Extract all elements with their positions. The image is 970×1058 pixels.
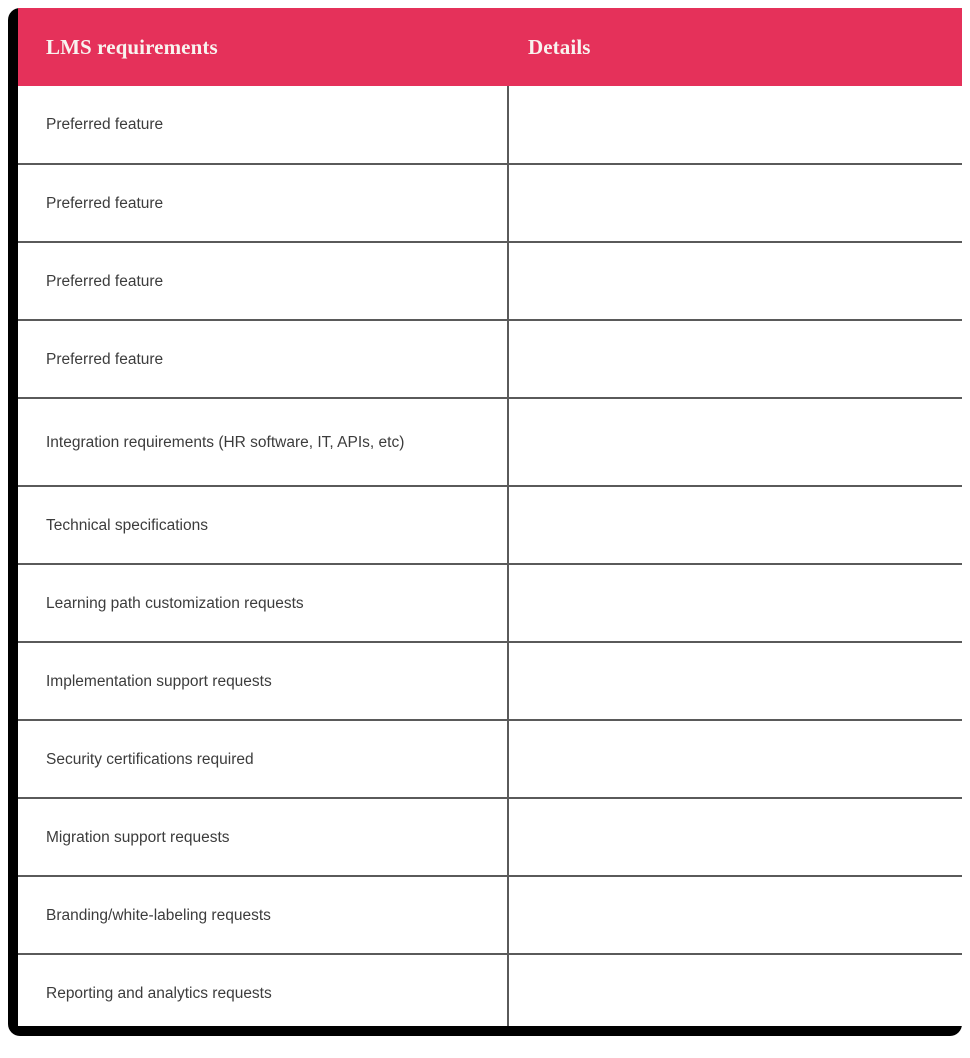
- details-value: [529, 915, 942, 916]
- column-header-lms-requirements: LMS requirements: [18, 8, 508, 86]
- requirement-cell: Security certifications required: [18, 720, 508, 798]
- details-value: [529, 681, 942, 682]
- requirement-cell: Technical specifications: [18, 486, 508, 564]
- requirement-cell: Branding/white-labeling requests: [18, 876, 508, 954]
- table-row: [18, 798, 962, 876]
- details-cell[interactable]: [508, 954, 962, 1026]
- details-cell[interactable]: [508, 242, 962, 320]
- details-value: [529, 359, 942, 360]
- table-row: [18, 642, 962, 720]
- details-cell[interactable]: [508, 798, 962, 876]
- table-body: [18, 86, 962, 1026]
- details-value: [529, 124, 942, 125]
- details-value: [529, 993, 942, 994]
- details-cell[interactable]: [508, 320, 962, 398]
- table-container: [18, 8, 962, 1026]
- table-row: [18, 164, 962, 242]
- requirement-cell: Migration support requests: [18, 798, 508, 876]
- requirement-cell: Preferred feature: [18, 320, 508, 398]
- table-row: [18, 564, 962, 642]
- details-value: [529, 442, 942, 443]
- requirement-cell: Integration requirements (HR software, IT, APIs, etc): [18, 398, 508, 486]
- table-row: [18, 876, 962, 954]
- requirement-cell: Implementation support requests: [18, 642, 508, 720]
- details-value: [529, 759, 942, 760]
- requirement-cell: Preferred feature: [18, 86, 508, 164]
- details-cell[interactable]: [508, 486, 962, 564]
- details-cell[interactable]: [508, 642, 962, 720]
- details-cell[interactable]: [508, 398, 962, 486]
- details-value: [529, 203, 942, 204]
- table-row: [18, 720, 962, 798]
- table-row: [18, 486, 962, 564]
- requirement-cell: Reporting and analytics requests: [18, 954, 508, 1026]
- details-cell[interactable]: [508, 876, 962, 954]
- lms-requirements-table: [18, 8, 962, 1026]
- details-value: [529, 837, 942, 838]
- table-row: [18, 320, 962, 398]
- table-row: [18, 242, 962, 320]
- requirement-cell: Learning path customization requests: [18, 564, 508, 642]
- table-frame: [8, 8, 962, 1036]
- details-value: [529, 603, 942, 604]
- details-cell[interactable]: [508, 564, 962, 642]
- table-row: [18, 954, 962, 1026]
- requirement-cell: Preferred feature: [18, 164, 508, 242]
- table-header-row: [18, 8, 962, 86]
- details-cell[interactable]: [508, 164, 962, 242]
- table-row: [18, 86, 962, 164]
- table-row: [18, 398, 962, 486]
- details-cell[interactable]: [508, 86, 962, 164]
- column-header-details: Details: [508, 8, 962, 86]
- requirement-cell: Preferred feature: [18, 242, 508, 320]
- table-header: [18, 8, 962, 86]
- details-value: [529, 525, 942, 526]
- details-cell[interactable]: [508, 720, 962, 798]
- details-value: [529, 281, 942, 282]
